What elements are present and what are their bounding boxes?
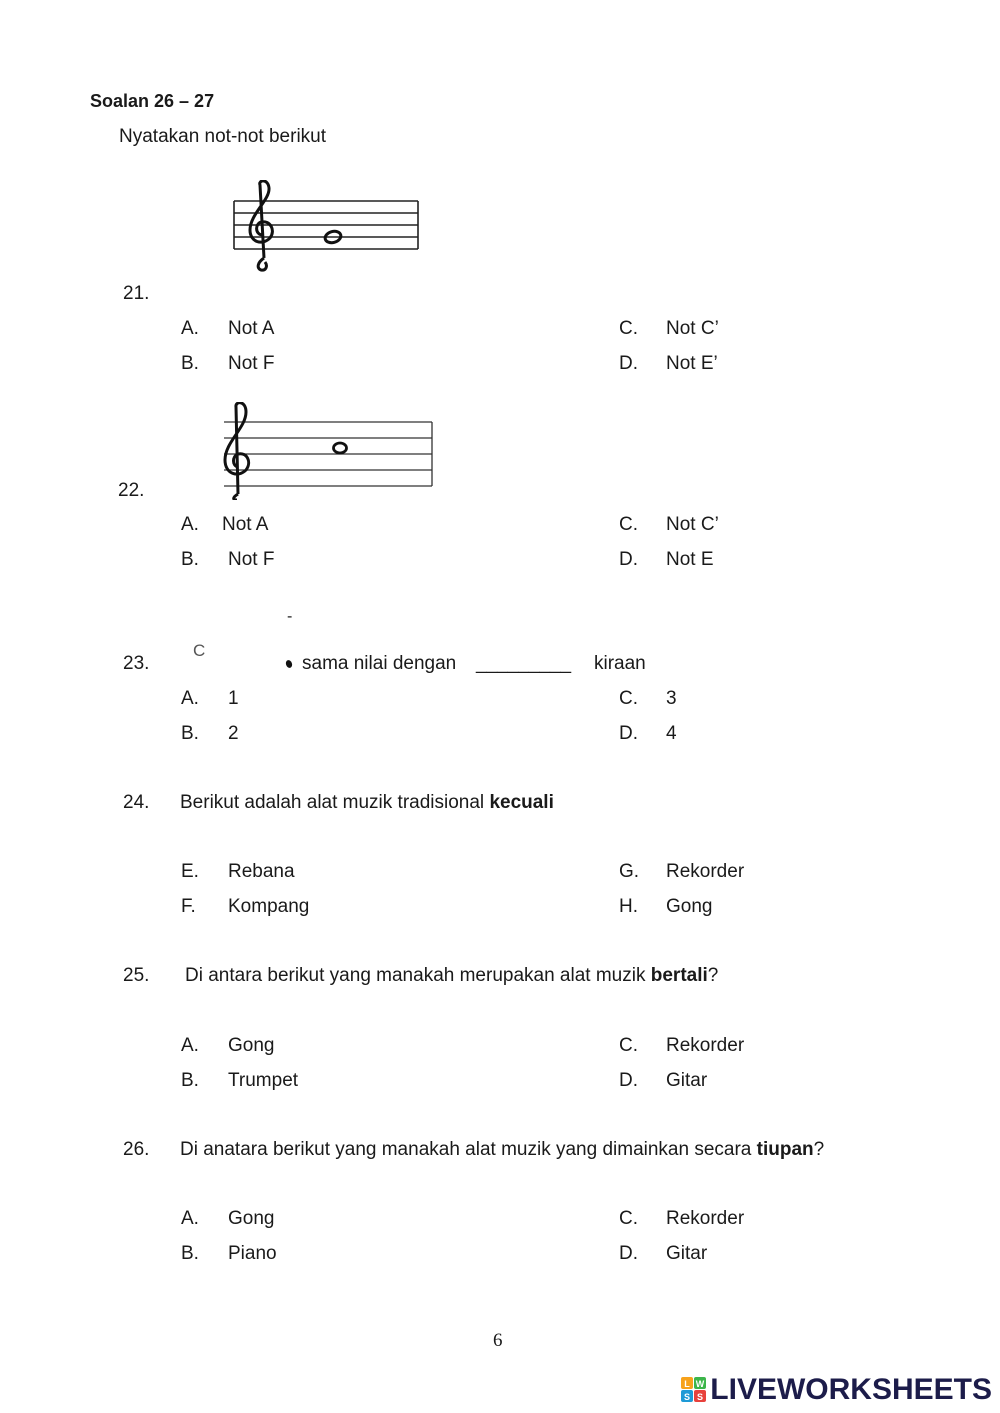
- option-letter: H.: [619, 896, 638, 917]
- option-text: Not F: [228, 353, 275, 374]
- stem-keyword: bertali: [650, 965, 708, 986]
- whole-note-icon: [334, 443, 347, 453]
- logo-icon-letter: W: [696, 1379, 705, 1389]
- option-text: Not C’: [666, 514, 719, 535]
- logo-icon-letter: S: [684, 1392, 691, 1402]
- option-text: 3: [666, 688, 677, 709]
- question-stem-suffix: kiraan: [594, 653, 646, 674]
- stem-end: ?: [707, 965, 719, 986]
- option-letter: C.: [619, 1208, 638, 1229]
- stem-text: Di antara berikut yang manakah merupakan alat muzik: [185, 965, 651, 986]
- stem-text: Di anatara berikut yang manakah alat muzik yang dimainkan secara: [180, 1139, 757, 1160]
- option-letter: B.: [181, 1243, 199, 1264]
- question-number: 22.: [118, 480, 145, 501]
- question-number: 23.: [123, 653, 150, 674]
- stem-keyword: tiupan: [756, 1139, 814, 1160]
- option-letter: B.: [181, 723, 199, 744]
- option-letter: D.: [619, 723, 638, 744]
- option-letter: D.: [619, 549, 638, 570]
- note-head-icon: [285, 659, 293, 669]
- option-letter: B.: [181, 549, 199, 570]
- option-text: 1: [228, 688, 239, 709]
- question-number: 21.: [123, 283, 150, 304]
- music-staff-21: [228, 180, 424, 275]
- option-text: Not E: [666, 549, 714, 570]
- option-text: Rebana: [228, 861, 295, 882]
- option-letter: B.: [181, 1070, 199, 1091]
- option-text: Trumpet: [228, 1070, 299, 1091]
- option-letter: C.: [619, 1035, 638, 1056]
- option-letter: C.: [619, 688, 638, 709]
- question-stem: [180, 1139, 824, 1161]
- stem-text: Berikut adalah alat muzik tradisional: [180, 792, 490, 813]
- option-text: Piano: [228, 1243, 277, 1264]
- option-text: Not A: [228, 318, 275, 339]
- option-letter: C.: [619, 318, 638, 339]
- dash-mark: -: [287, 608, 293, 625]
- option-text: Not F: [228, 549, 275, 570]
- option-letter: A.: [181, 688, 199, 709]
- logo-icon-letter: L: [684, 1379, 691, 1389]
- liveworksheets-icon: [681, 1377, 707, 1403]
- option-text: Gong: [666, 896, 713, 917]
- option-text: Rekorder: [666, 861, 745, 882]
- option-letter: F.: [181, 896, 196, 917]
- option-text: Gong: [228, 1208, 275, 1229]
- option-text: Rekorder: [666, 1035, 745, 1056]
- stem-end: ?: [813, 1139, 825, 1160]
- option-letter: D.: [619, 1243, 638, 1264]
- option-text: 4: [666, 723, 677, 744]
- option-text: Rekorder: [666, 1208, 745, 1229]
- option-letter: A.: [181, 1208, 199, 1229]
- section-heading: Soalan 26 – 27: [90, 91, 215, 111]
- option-text: 2: [228, 723, 239, 744]
- time-signature-symbol: C: [193, 641, 206, 660]
- option-text: Gong: [228, 1035, 275, 1056]
- option-text: Gitar: [666, 1070, 708, 1091]
- option-letter: C.: [619, 514, 638, 535]
- question-stem: sama nilai dengan: [302, 653, 457, 674]
- question-number: 24.: [123, 792, 150, 813]
- question-number: 25.: [123, 965, 150, 986]
- option-text: Gitar: [666, 1243, 708, 1264]
- logo-text: LIVEWORKSHEETS: [710, 1373, 992, 1406]
- logo-icon-letter: S: [697, 1392, 704, 1402]
- option-letter: G.: [619, 861, 640, 882]
- question-stem: [185, 965, 718, 987]
- option-letter: A.: [181, 1035, 199, 1056]
- option-text: Not A: [222, 514, 269, 535]
- option-text: Not E’: [666, 353, 718, 374]
- option-letter: D.: [619, 1070, 638, 1091]
- option-letter: E.: [181, 861, 199, 882]
- option-letter: D.: [619, 353, 638, 374]
- option-letter: A.: [181, 514, 199, 535]
- stem-keyword: kecuali: [489, 792, 554, 813]
- answer-blank: _________: [476, 653, 572, 674]
- instruction-text: Nyatakan not-not berikut: [119, 126, 327, 147]
- option-text: Kompang: [228, 896, 310, 917]
- liveworksheets-logo: [681, 1373, 992, 1407]
- question-number: 26.: [123, 1139, 150, 1160]
- question-stem: [180, 792, 554, 814]
- option-text: Not C’: [666, 318, 719, 339]
- music-staff-22: [220, 402, 436, 500]
- option-letter: A.: [181, 318, 199, 339]
- page-number: 6: [493, 1330, 503, 1351]
- option-letter: B.: [181, 353, 199, 374]
